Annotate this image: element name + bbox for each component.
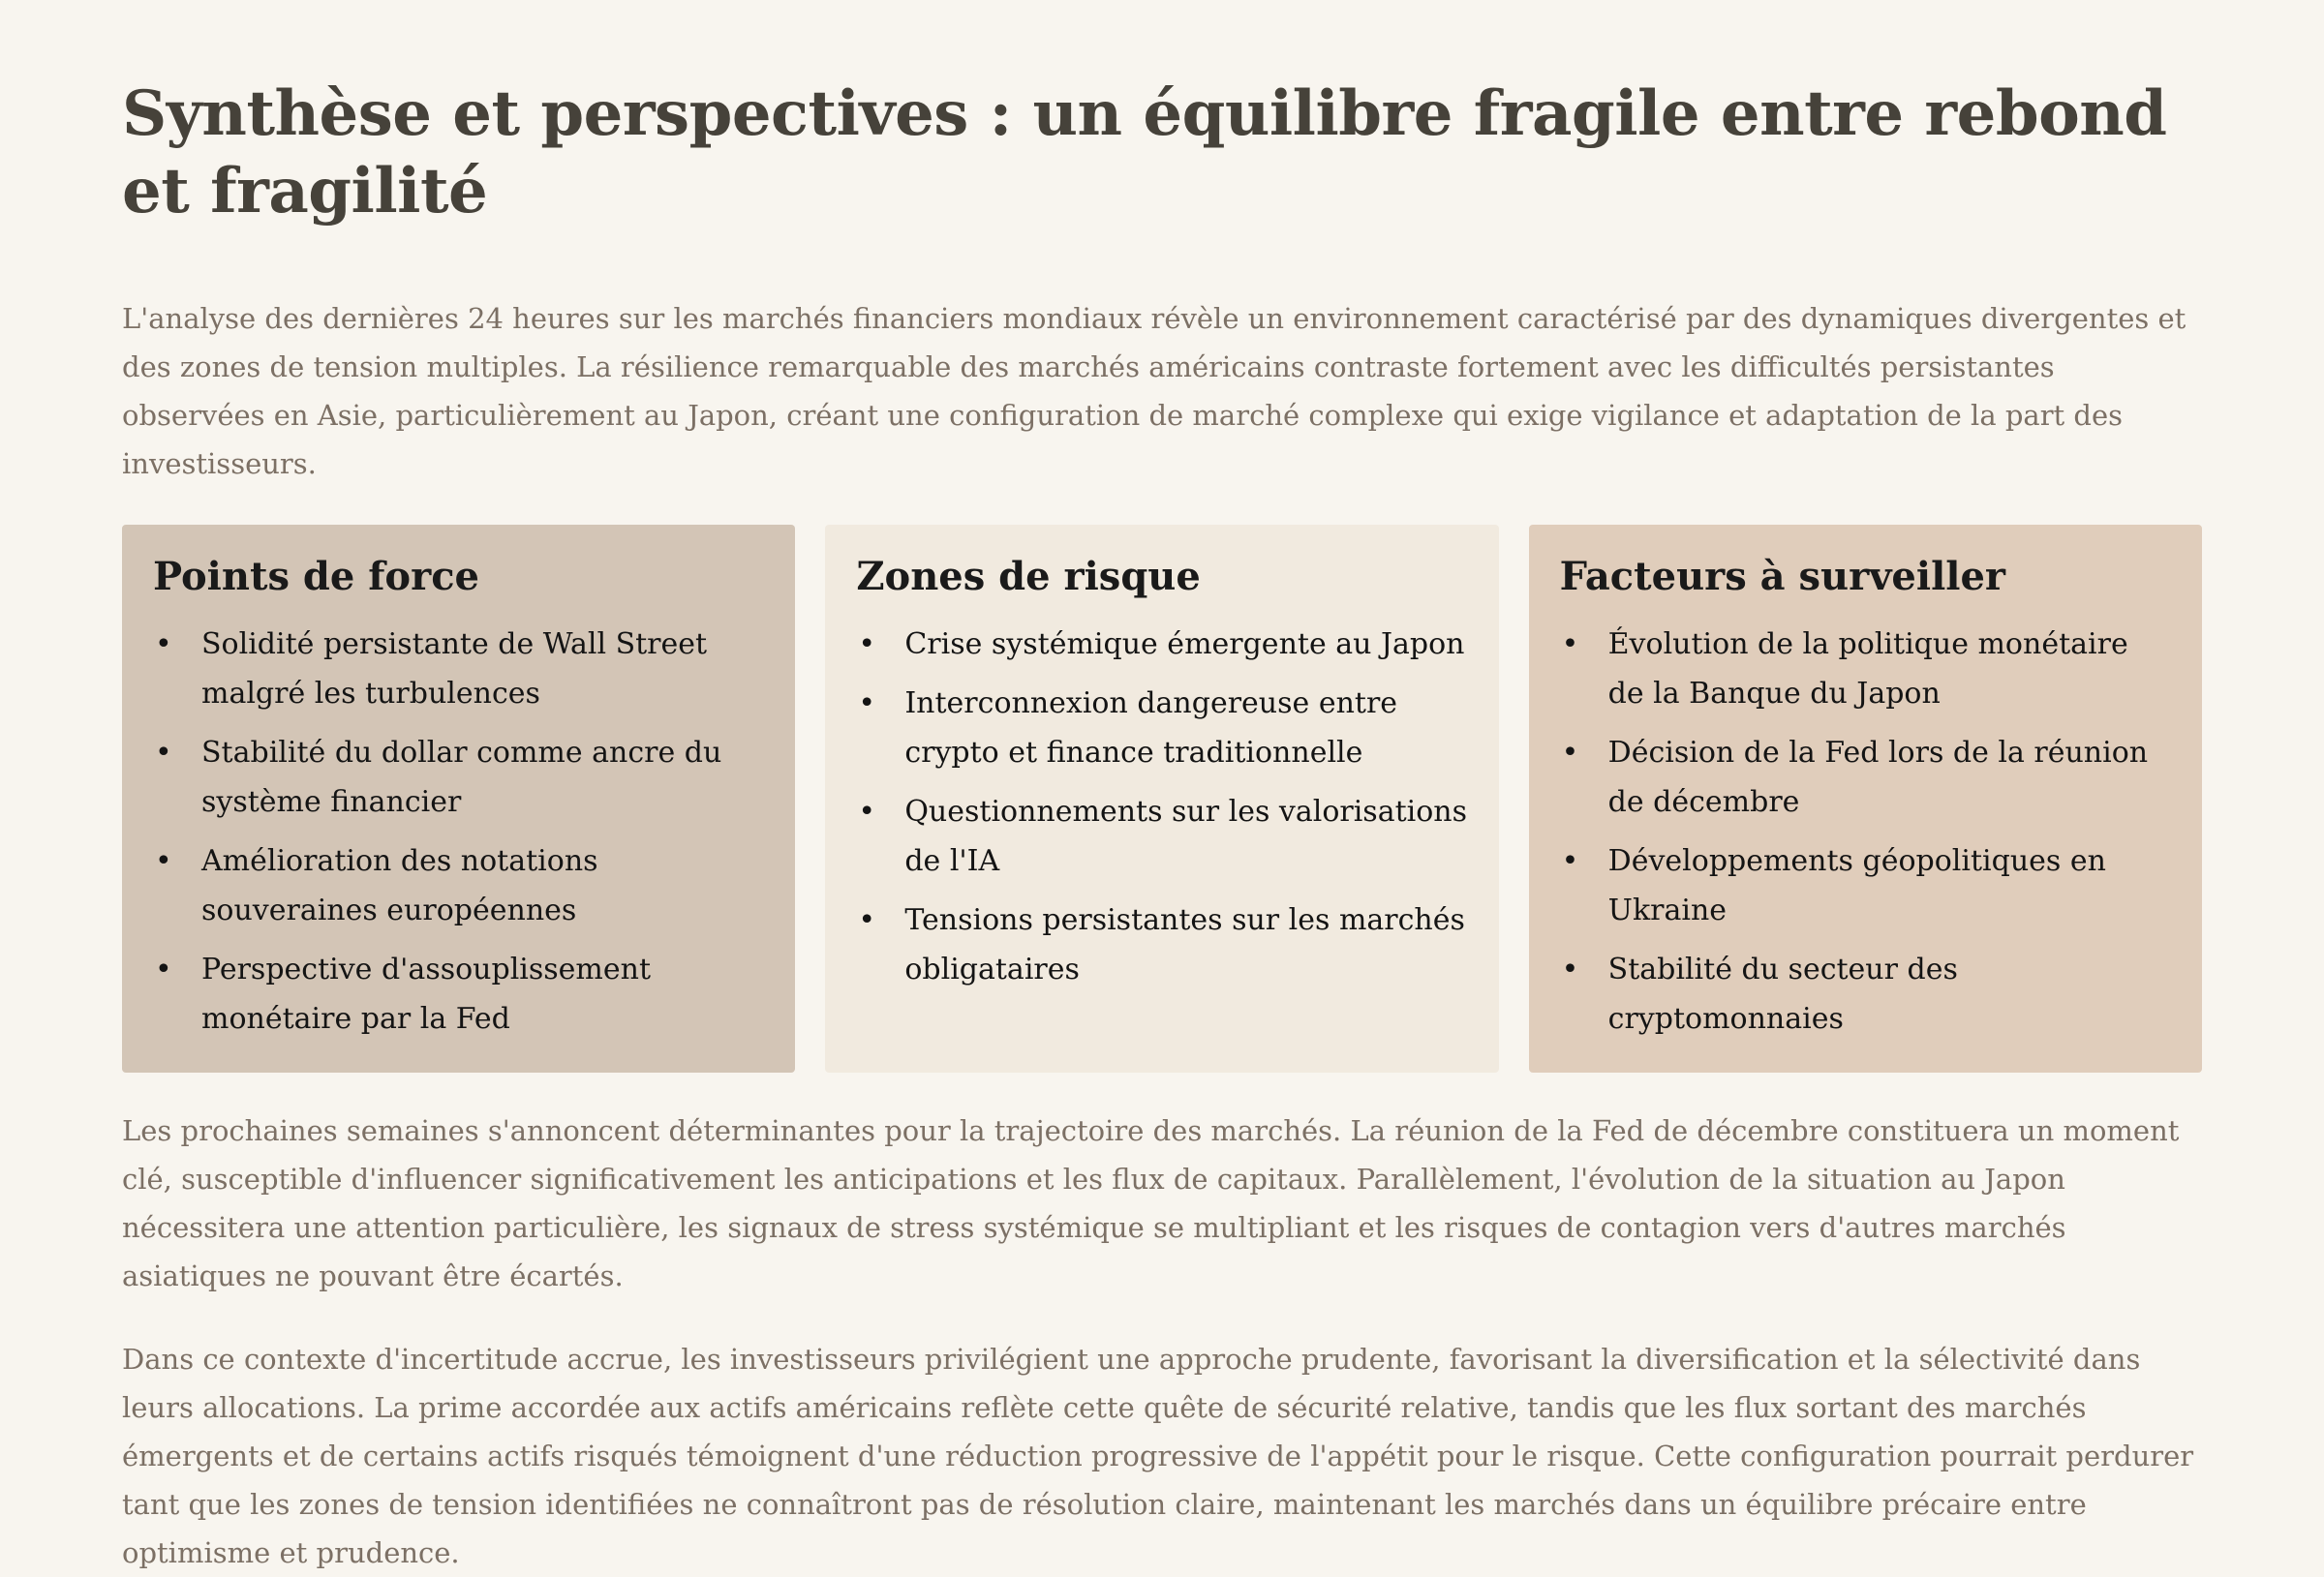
list-item-text: Stabilité du secteur des cryptomonnaies <box>1607 953 1958 1036</box>
bullet-icon: • <box>1561 953 1579 986</box>
list-item-text: Interconnexion dangereuse entre crypto et finance traditionnelle <box>904 686 1398 770</box>
list-item-text: Questionnements sur les valorisations de l'IA <box>904 795 1468 878</box>
card-title: Facteurs à surveiller <box>1559 554 2005 599</box>
list-item <box>856 787 1467 886</box>
summary-cards <box>122 525 2202 1073</box>
bullet-icon: • <box>155 844 172 878</box>
list-item-text: Amélioration des notations souveraines européennes <box>201 844 598 927</box>
bullet-icon: • <box>1561 627 1579 661</box>
list-item-text: Crise systémique émergente au Japon <box>904 627 1465 661</box>
bullet-icon: • <box>1561 736 1579 770</box>
bullet-icon: • <box>858 795 876 829</box>
card-points-de-force <box>122 525 795 1073</box>
bullet-icon: • <box>858 627 876 661</box>
card-list <box>153 620 764 1044</box>
outro-paragraph-2: Dans ce contexte d'incertitude accrue, les investisseurs privilégient une approche prudente, favorisant la diversification et la sélectivité dans leurs allocations. La prime accordée aux actifs américains reflète cette quête de sécurité relative, tandis que les flux sortant des marchés émergents et de certains actifs risqués témoignent d'une réduction progressive de l'appétit pour le risque. Cette configuration pourrait perdurer tant que les zones de tension identifiées ne connaîtront pas de résolution claire, maintenant les marchés dans un équilibre précaire entre optimisme et prudence. <box>122 1343 2194 1569</box>
card-list <box>856 620 1467 994</box>
list-item <box>153 836 764 935</box>
bullet-icon: • <box>1561 844 1579 878</box>
card-zones-de-risque <box>825 525 1498 1073</box>
card-title: Points de force <box>153 554 479 599</box>
list-item <box>1560 836 2171 935</box>
bullet-icon: • <box>155 953 172 986</box>
list-item <box>856 895 1467 994</box>
list-item <box>856 620 1467 669</box>
bullet-icon: • <box>858 903 876 937</box>
card-title: Zones de risque <box>856 554 1201 599</box>
bullet-icon: • <box>155 627 172 661</box>
card-list <box>1560 620 2171 1044</box>
list-item-text: Décision de la Fed lors de la réunion de décembre <box>1607 736 2149 819</box>
list-item-text: Développements géopolitiques en Ukraine <box>1607 844 2106 927</box>
list-item-text: Stabilité du dollar comme ancre du système financier <box>201 736 722 819</box>
list-item-text: Évolution de la politique monétaire de la Banque du Japon <box>1607 627 2128 711</box>
page-title: Synthèse et perspectives : un équilibre fragile entre rebond et fragilité <box>122 77 2167 227</box>
intro-paragraph: L'analyse des dernières 24 heures sur les marchés financiers mondiaux révèle un environnement caractérisé par des dynamiques divergentes et des zones de tension multiples. La résilience remarquable des marchés américains contraste fortement avec les difficultés persistantes observées en Asie, particulièrement au Japon, créant une configuration de marché complexe qui exige vigilance et adaptation de la part des investisseurs. <box>122 302 2186 480</box>
list-item-text: Solidité persistante de Wall Street malgré les turbulences <box>201 627 708 711</box>
bullet-icon: • <box>155 736 172 770</box>
list-item <box>1560 945 2171 1044</box>
list-item <box>153 620 764 718</box>
outro-paragraph-1: Les prochaines semaines s'annoncent déterminantes pour la trajectoire des marchés. La réunion de la Fed de décembre constituera un moment clé, susceptible d'influencer significativement les anticipations et les flux de capitaux. Parallèlement, l'évolution de la situation au Japon nécessitera une attention particulière, les signaux de stress systémique se multipliant et les risques de contagion vers d'autres marchés asiatiques ne pouvant être écartés. <box>122 1114 2180 1292</box>
list-item-text: Perspective d'assouplissement monétaire par la Fed <box>201 953 652 1036</box>
bullet-icon: • <box>858 686 876 720</box>
list-item <box>1560 620 2171 718</box>
card-facteurs-a-surveiller <box>1529 525 2202 1073</box>
list-item-text: Tensions persistantes sur les marchés obligataires <box>904 903 1465 986</box>
list-item <box>1560 728 2171 827</box>
list-item <box>856 679 1467 777</box>
list-item <box>153 728 764 827</box>
list-item <box>153 945 764 1044</box>
